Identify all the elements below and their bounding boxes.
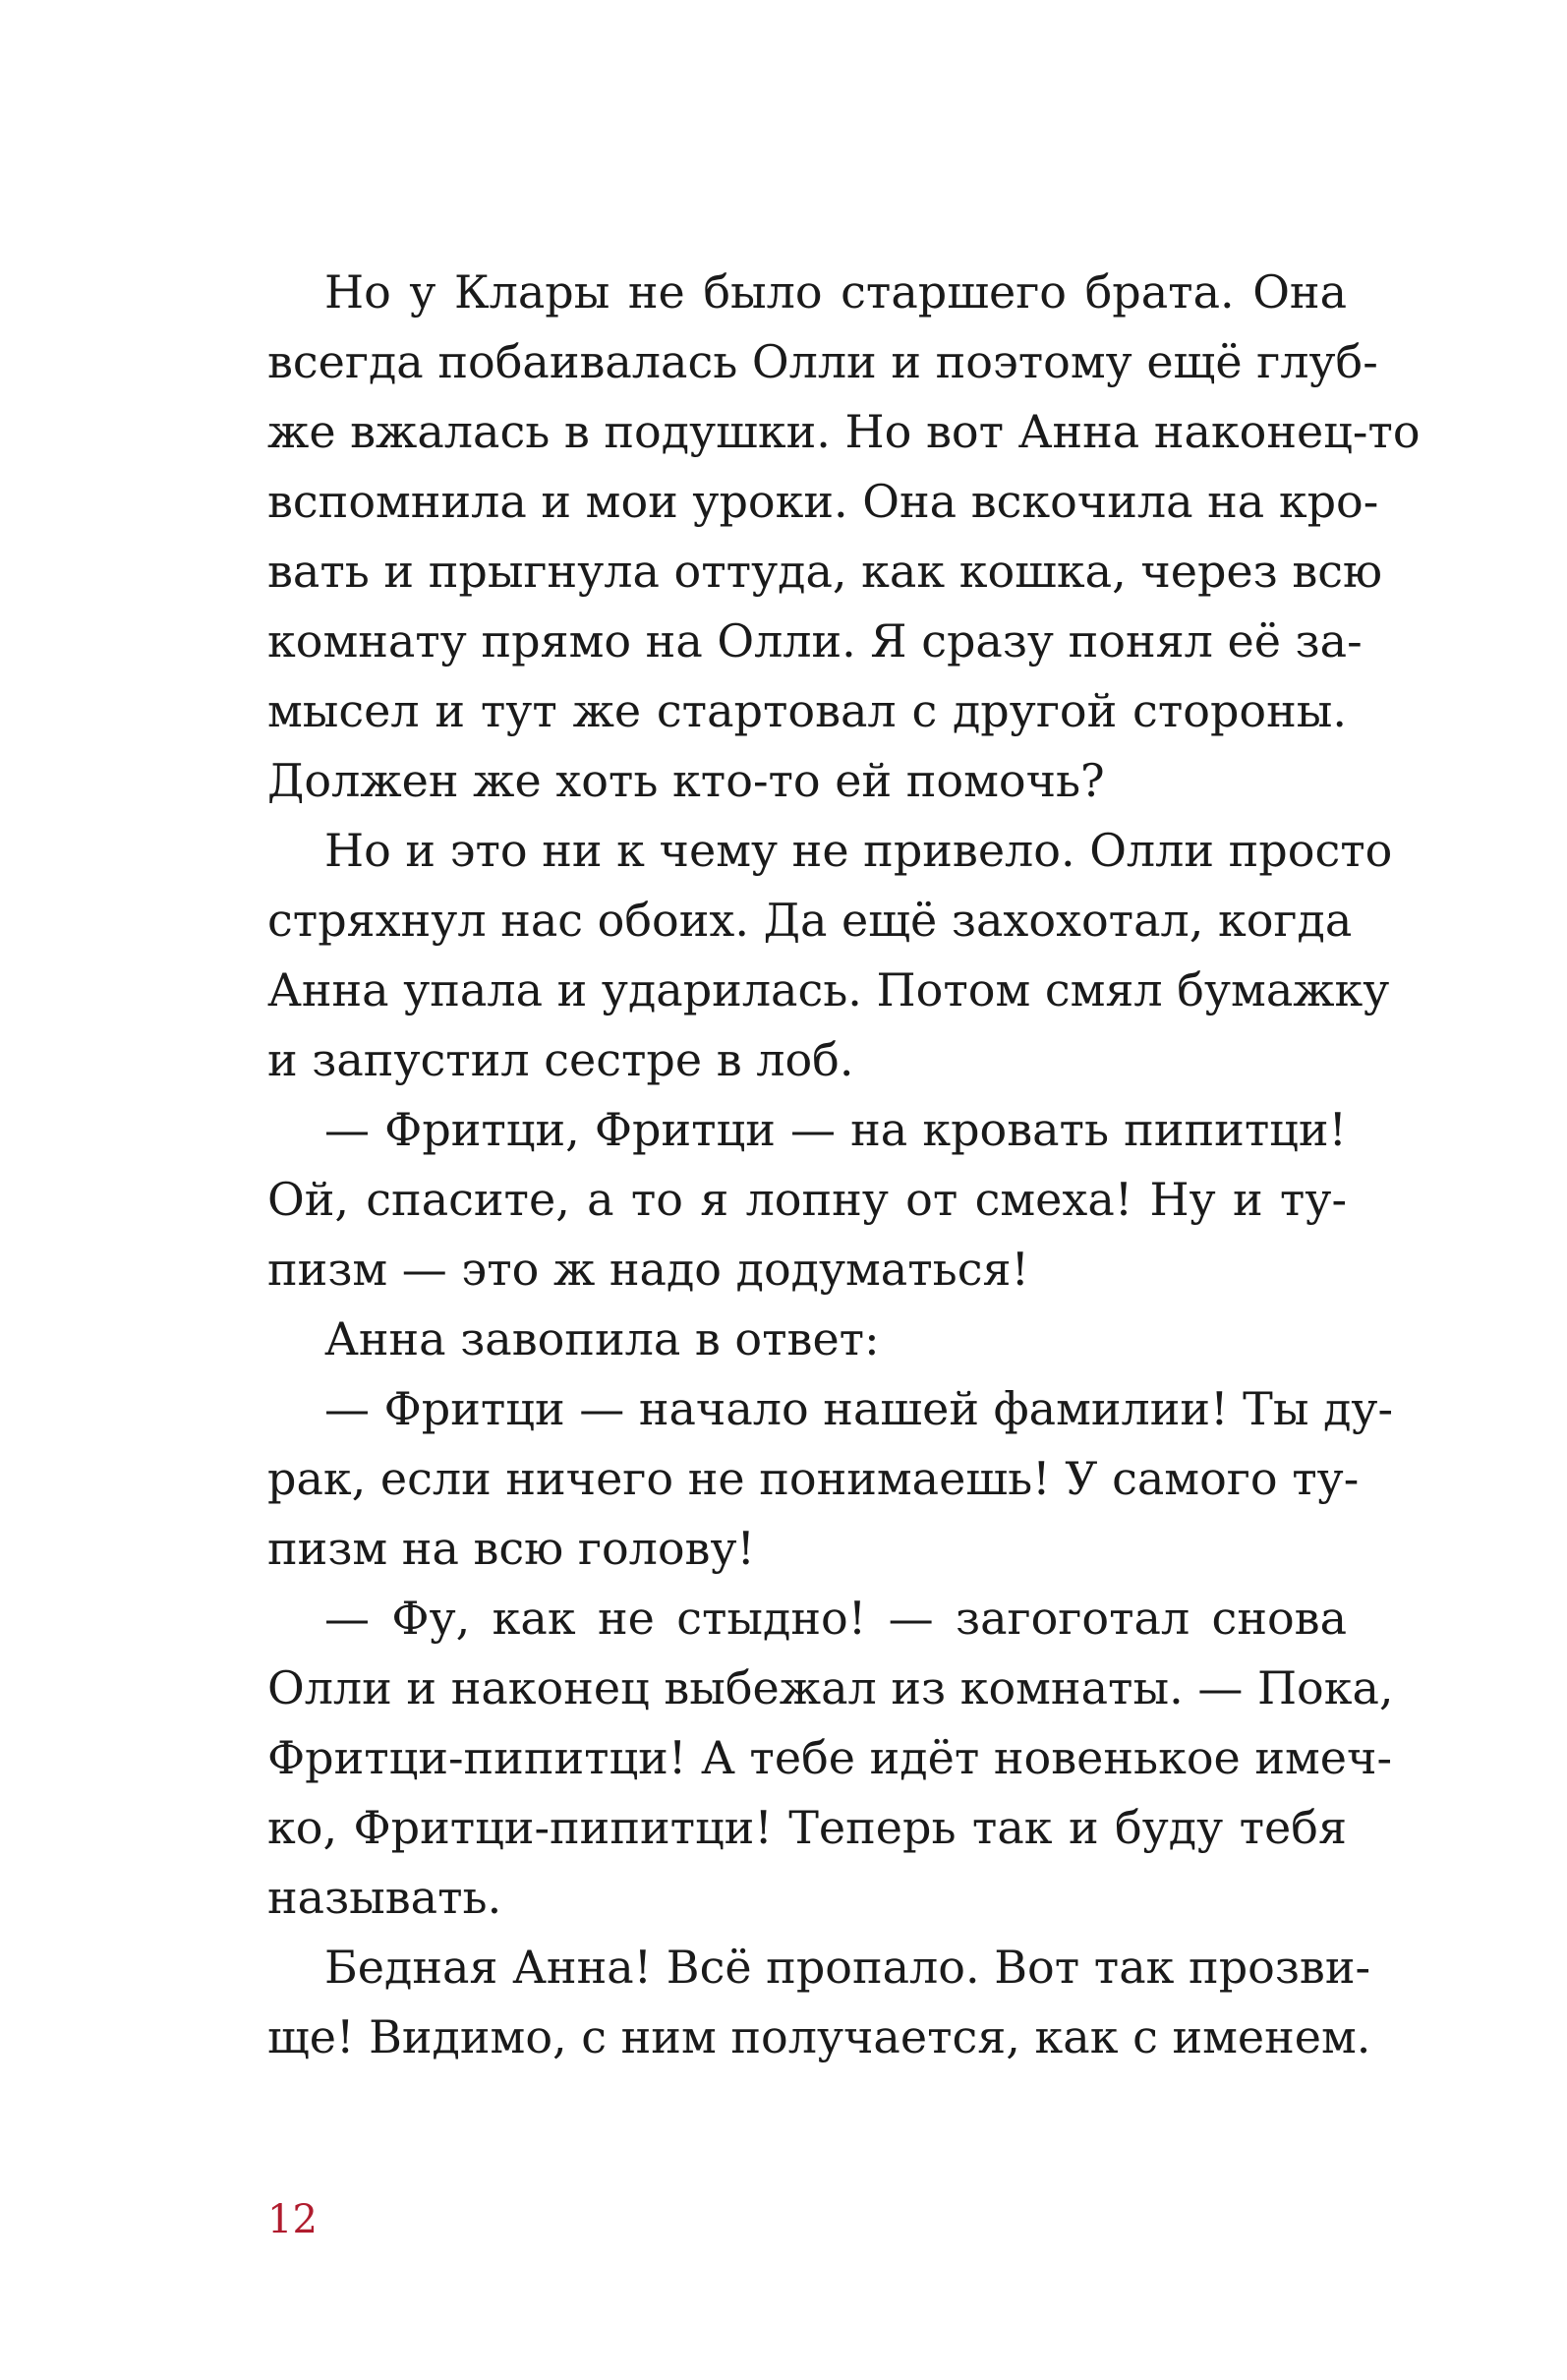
text-line: Анна завопила в ответ: xyxy=(324,1312,880,1365)
text-line: Анна упала и ударилась. Потом смял бумажку xyxy=(267,963,1390,1016)
text-line: пизм на всю голову! xyxy=(267,1522,756,1575)
text-line: — Фу, как не стыдно! — загоготал снова xyxy=(324,1592,1347,1645)
text-line: ко, Фритци-пипитци! Теперь так и буду тебя xyxy=(267,1801,1347,1854)
text-line: мысел и тут же стартовал с другой стороны. xyxy=(267,684,1347,737)
text-line: ще! Видимо, с ним получается, как с именем. xyxy=(267,2010,1371,2063)
text-line: Фритци-пипитци! А тебе идёт новенькое имеч- xyxy=(267,1731,1392,1784)
text-line: рак, если ничего не понимаешь! У самого ту- xyxy=(267,1452,1360,1505)
body-text xyxy=(267,258,1421,2072)
text-line: пизм — это ж надо додуматься! xyxy=(267,1243,1029,1296)
text-line: же вжалась в подушки. Но вот Анна наконец-то xyxy=(267,405,1421,458)
text-line: всегда побаивалась Олли и поэтому ещё глуб- xyxy=(267,335,1378,388)
text-line: Должен же хоть кто-то ей помочь? xyxy=(267,754,1105,807)
text-line: Но у Клары не было старшего брата. Она xyxy=(324,265,1347,319)
text-line: Но и это ни к чему не привело. Олли просто xyxy=(324,824,1393,877)
text-line: называть. xyxy=(267,1871,502,1924)
text-line: Бедная Анна! Всё пропало. Вот так прозви- xyxy=(324,1941,1371,1994)
text-line: — Фритци, Фритци — на кровать пипитци! xyxy=(324,1103,1347,1156)
text-line: Олли и наконец выбежал из комнаты. — Пока, xyxy=(267,1661,1394,1714)
text-line: стряхнул нас обоих. Да ещё захохотал, когда xyxy=(267,894,1353,947)
page-number: 12 xyxy=(267,2197,318,2242)
text-line: вать и прыгнула оттуда, как кошка, через всю xyxy=(267,545,1383,598)
text-line: — Фритци — начало нашей фамилии! Ты ду- xyxy=(324,1382,1394,1435)
text-line: Ой, спасите, а то я лопну от смеха! Ну и ту- xyxy=(267,1173,1347,1226)
text-line: вспомнила и мои уроки. Она вскочила на кро- xyxy=(267,475,1379,528)
text-line: комнату прямо на Олли. Я сразу понял её за- xyxy=(267,614,1363,668)
text-line: и запустил сестре в лоб. xyxy=(267,1033,854,1086)
